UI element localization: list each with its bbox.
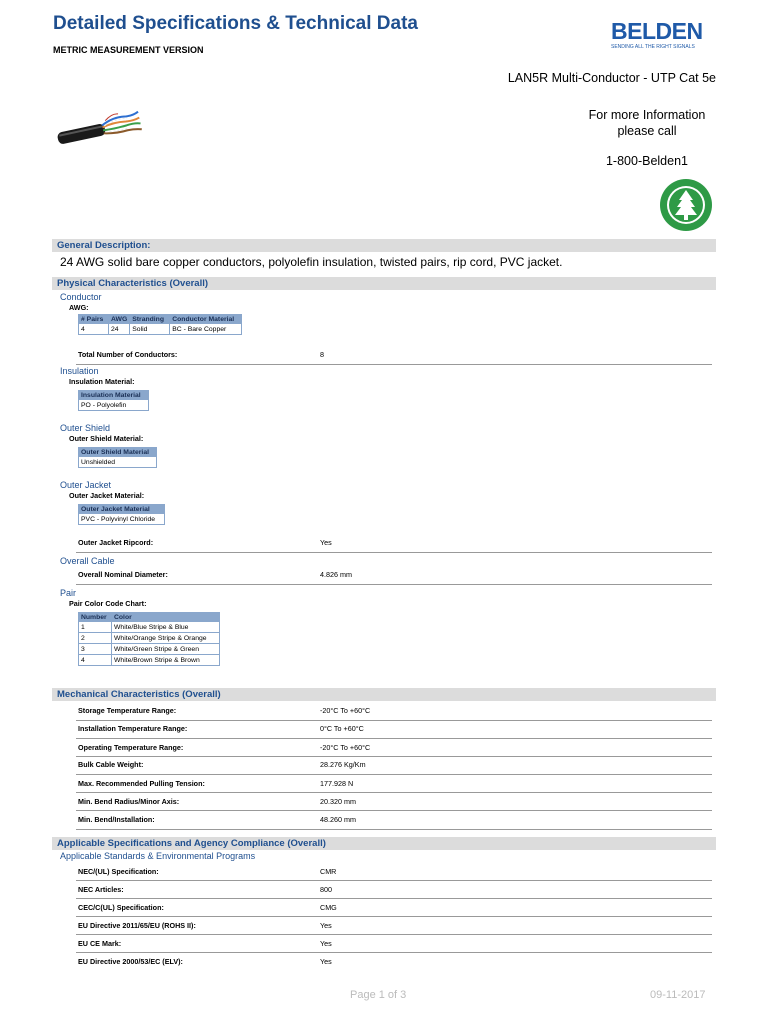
spec-label: CEC/C(UL) Specification:: [78, 903, 164, 912]
spec-value: 20.320 mm: [320, 797, 356, 806]
divider: [76, 880, 712, 881]
divider: [76, 916, 712, 917]
spec-label: EU Directive 2011/65/EU (ROHS II):: [78, 921, 196, 930]
table-cell: Unshielded: [79, 457, 157, 468]
table-row: [79, 644, 220, 655]
table-cell: White/Blue Stripe & Blue: [112, 622, 220, 633]
page-title: Detailed Specifications & Technical Data: [53, 13, 418, 34]
product-name: LAN5R Multi-Conductor - UTP Cat 5e: [507, 71, 716, 85]
info-text: [572, 107, 722, 139]
outer-jacket-title: Outer Jacket: [60, 480, 112, 490]
spec-label: Operating Temperature Range:: [78, 743, 184, 752]
compliance-heading: Applicable Specifications and Agency Compliance (Overall): [57, 838, 326, 849]
spec-value: CMR: [320, 867, 337, 876]
logo-text: BELDEN: [611, 18, 703, 44]
page-subtitle: METRIC MEASUREMENT VERSION: [53, 45, 204, 55]
table-header: Stranding: [130, 315, 170, 324]
rohs-compliant-badge-icon: [659, 178, 713, 232]
info-line-1: For more Information: [588, 108, 706, 122]
outer-jacket-material-label: Outer Jacket Material:: [69, 491, 145, 500]
table-cell: 1: [79, 622, 112, 633]
nominal-diameter-value: 4.826 mm: [320, 570, 352, 579]
table-row: [79, 655, 220, 666]
table-cell: 24: [109, 324, 130, 335]
spec-label: Min. Bend Radius/Minor Axis:: [78, 797, 180, 806]
spec-value: -20°C To +60°C: [320, 743, 371, 752]
logo-tagline: SENDING ALL THE RIGHT SIGNALS: [611, 44, 695, 50]
spec-value: Yes: [320, 939, 332, 948]
standards-subheading: Applicable Standards & Environmental Programs: [60, 851, 256, 861]
divider: [76, 952, 712, 953]
spec-label: Min. Bend/Installation:: [78, 815, 155, 824]
general-description-text: 24 AWG solid bare copper conductors, polyolefin insulation, twisted pairs, rip cord, PVC jacket.: [60, 255, 563, 269]
print-date: 09-11-2017: [650, 989, 706, 1001]
outer-shield-material-label: Outer Shield Material:: [69, 434, 144, 443]
spec-value: Yes: [320, 921, 332, 930]
spec-label: Max. Recommended Pulling Tension:: [78, 779, 205, 788]
mechanical-characteristics-bar: [52, 688, 716, 701]
insulation-title: Insulation: [60, 366, 99, 376]
spec-label: Installation Temperature Range:: [78, 724, 188, 733]
divider: [76, 552, 712, 553]
divider: [76, 738, 712, 739]
table-cell: 4: [79, 655, 112, 666]
outer-shield-table: [78, 447, 157, 468]
table-header: Conductor Material: [170, 315, 242, 324]
table-header: AWG: [109, 315, 130, 324]
table-row: [79, 633, 220, 644]
table-header: Number: [79, 613, 112, 622]
table-header: Insulation Material: [79, 391, 149, 400]
spec-value: CMG: [320, 903, 337, 912]
insulation-material-label: Insulation Material:: [69, 377, 135, 386]
table-cell: 4: [79, 324, 109, 335]
divider: [76, 756, 712, 757]
table-cell: White/Green Stripe & Green: [112, 644, 220, 655]
divider: [76, 934, 712, 935]
table-cell: White/Brown Stripe & Brown: [112, 655, 220, 666]
table-header: Outer Shield Material: [79, 448, 157, 457]
physical-characteristics-heading: Physical Characteristics (Overall): [57, 278, 209, 289]
divider: [76, 898, 712, 899]
spec-label: NEC/(UL) Specification:: [78, 867, 159, 876]
divider: [76, 829, 712, 830]
spec-value: 28.276 Kg/Km: [320, 760, 366, 769]
spec-value: 800: [320, 885, 332, 894]
divider: [76, 720, 712, 721]
mechanical-characteristics-heading: Mechanical Characteristics (Overall): [57, 689, 221, 700]
spec-value: -20°C To +60°C: [320, 706, 371, 715]
table-header: Color: [112, 613, 220, 622]
table-row: [79, 622, 220, 633]
conductor-table: [78, 314, 242, 335]
table-cell: PO - Polyolefin: [79, 400, 149, 411]
spec-label: Bulk Cable Weight:: [78, 760, 144, 769]
table-header: # Pairs: [79, 315, 109, 324]
spec-value: 48.260 mm: [320, 815, 356, 824]
ripcord-label: Outer Jacket Ripcord:: [78, 538, 154, 547]
table-cell: PVC - Polyvinyl Chloride: [79, 514, 165, 525]
outer-jacket-table: [78, 504, 165, 525]
page-number: Page 1 of 3: [350, 989, 407, 1001]
spec-label: NEC Articles:: [78, 885, 124, 894]
spec-label: EU CE Mark:: [78, 939, 122, 948]
pair-color-table: [78, 612, 220, 666]
general-description-heading: General Description:: [57, 240, 151, 251]
awg-label: AWG:: [69, 303, 89, 312]
table-header: Outer Jacket Material: [79, 505, 165, 514]
cable-image: [55, 110, 145, 150]
table-cell: Solid: [130, 324, 170, 335]
spec-label: EU Directive 2000/53/EC (ELV):: [78, 957, 183, 966]
table-cell: White/Orange Stripe & Orange: [112, 633, 220, 644]
table-cell: 3: [79, 644, 112, 655]
spec-value: 177.928 N: [320, 779, 354, 788]
phone-number: 1-800-Belden1: [605, 154, 688, 168]
conductor-title: Conductor: [60, 292, 102, 302]
ripcord-value: Yes: [320, 538, 332, 547]
total-conductors-label: Total Number of Conductors:: [78, 350, 178, 359]
divider: [76, 584, 712, 585]
table-cell: BC - Bare Copper: [170, 324, 242, 335]
total-conductors-value: 8: [320, 350, 324, 359]
spec-value: 0°C To +60°C: [320, 724, 364, 733]
divider: [76, 792, 712, 793]
physical-characteristics-bar: [52, 277, 716, 290]
compliance-bar: [52, 837, 716, 850]
pair-title: Pair: [60, 588, 77, 598]
insulation-table: [78, 390, 149, 411]
info-line-2: please call: [617, 124, 677, 138]
nominal-diameter-label: Overall Nominal Diameter:: [78, 570, 168, 579]
table-cell: 2: [79, 633, 112, 644]
overall-cable-title: Overall Cable: [60, 556, 115, 566]
general-description-bar: [52, 239, 716, 252]
spec-value: Yes: [320, 957, 332, 966]
pair-color-chart-label: Pair Color Code Chart:: [69, 599, 147, 608]
divider: [76, 810, 712, 811]
belden-logo: [606, 18, 714, 54]
divider: [76, 774, 712, 775]
divider: [76, 364, 712, 365]
outer-shield-title: Outer Shield: [60, 423, 111, 433]
spec-label: Storage Temperature Range:: [78, 706, 177, 715]
